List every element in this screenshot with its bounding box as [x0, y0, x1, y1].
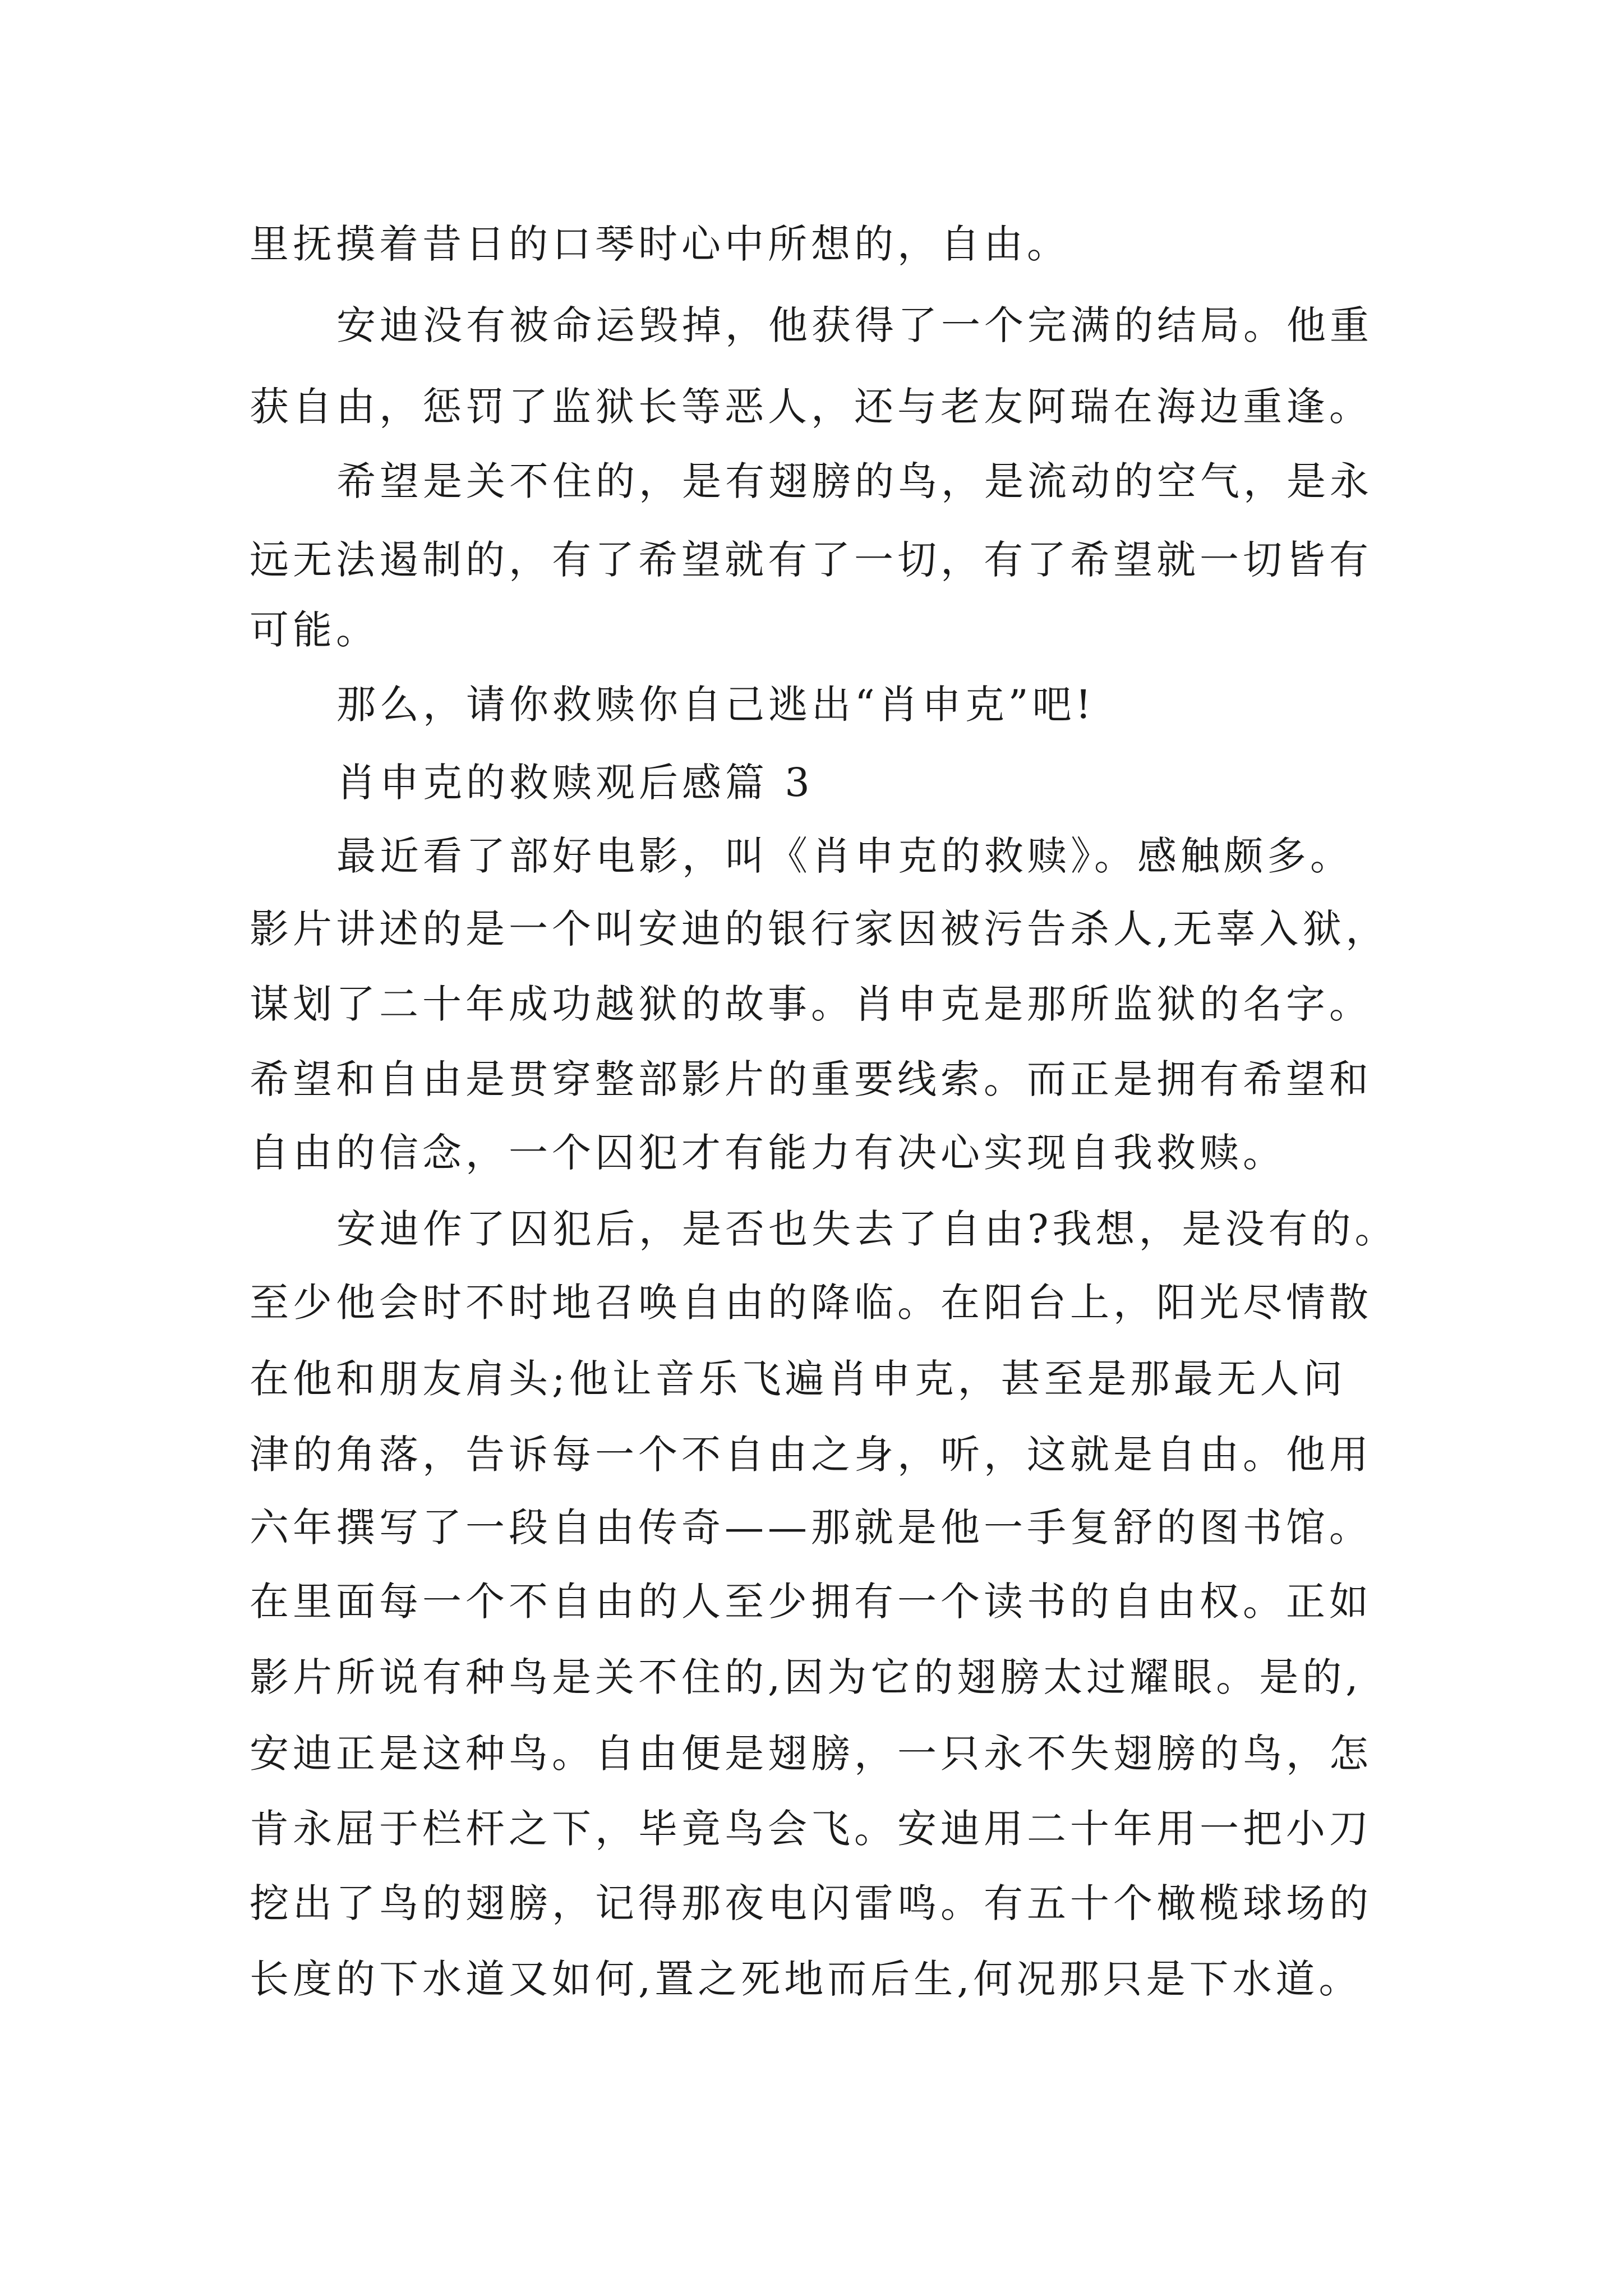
text-line: 影片讲述的是一个叫安迪的银行家因被污告杀人,无辜入狱，	[250, 906, 1389, 952]
text-line: 在他和朋友肩头;他让音乐飞遍肖申克，甚至是那最无人问	[250, 1356, 1347, 1402]
text-line: 肯永屈于栏杆之下，毕竟鸟会飞。安迪用二十年用一把小刀	[250, 1806, 1372, 1852]
text-line: 谋划了二十年成功越狱的故事。肖申克是那所监狱的名字。	[250, 981, 1372, 1027]
text-line: 希望和自由是贯穿整部影片的重要线索。而正是拥有希望和	[250, 1056, 1372, 1102]
text-line: 自由的信念，一个囚犯才有能力有决心实现自我救赎。	[250, 1130, 1286, 1176]
text-line: 肖申克的救赎观后感篇 3	[336, 760, 814, 806]
text-line: 希望是关不住的，是有翅膀的鸟，是流动的空气，是永	[336, 458, 1373, 504]
text-line: 安迪正是这种鸟。自由便是翅膀，一只永不失翅膀的鸟，怎	[250, 1731, 1372, 1777]
text-line: 那么，请你救赎你自己逃出“肖申克”吧!	[336, 682, 1095, 728]
text-line: 获自由，惩罚了监狱长等恶人，还与老友阿瑞在海边重逢。	[250, 384, 1372, 430]
text-line: 长度的下水道又如何,置之死地而后生,何况那只是下水道。	[250, 1956, 1362, 2002]
text-line: 在里面每一个不自由的人至少拥有一个读书的自由权。正如	[250, 1579, 1372, 1625]
text-line: 安迪作了囚犯后，是否也失去了自由?我想，是没有的。	[336, 1206, 1398, 1252]
text-line: 可能。	[250, 607, 379, 653]
text-line: 安迪没有被命运毁掉，他获得了一个完满的结局。他重	[336, 302, 1373, 348]
text-line: 至少他会时不时地召唤自由的降临。在阳台上，阳光尽情散	[250, 1280, 1372, 1326]
text-line: 挖出了鸟的翅膀，记得那夜电闪雷鸣。有五十个橄榄球场的	[250, 1880, 1372, 1926]
text-line: 里抚摸着昔日的口琴时心中所想的，自由。	[250, 221, 1070, 267]
text-line: 六年撰写了一段自由传奇——那就是他一手复舒的图书馆。	[250, 1504, 1372, 1550]
text-line: 影片所说有种鸟是关不住的,因为它的翅膀太过耀眼。是的,	[250, 1654, 1362, 1700]
text-line: 津的角落，告诉每一个不自由之身，听，这就是自由。他用	[250, 1432, 1372, 1478]
text-line: 远无法遏制的，有了希望就有了一切，有了希望就一切皆有	[250, 537, 1372, 583]
text-line: 最近看了部好电影，叫《肖申克的救赎》。感触颇多。	[336, 833, 1353, 879]
